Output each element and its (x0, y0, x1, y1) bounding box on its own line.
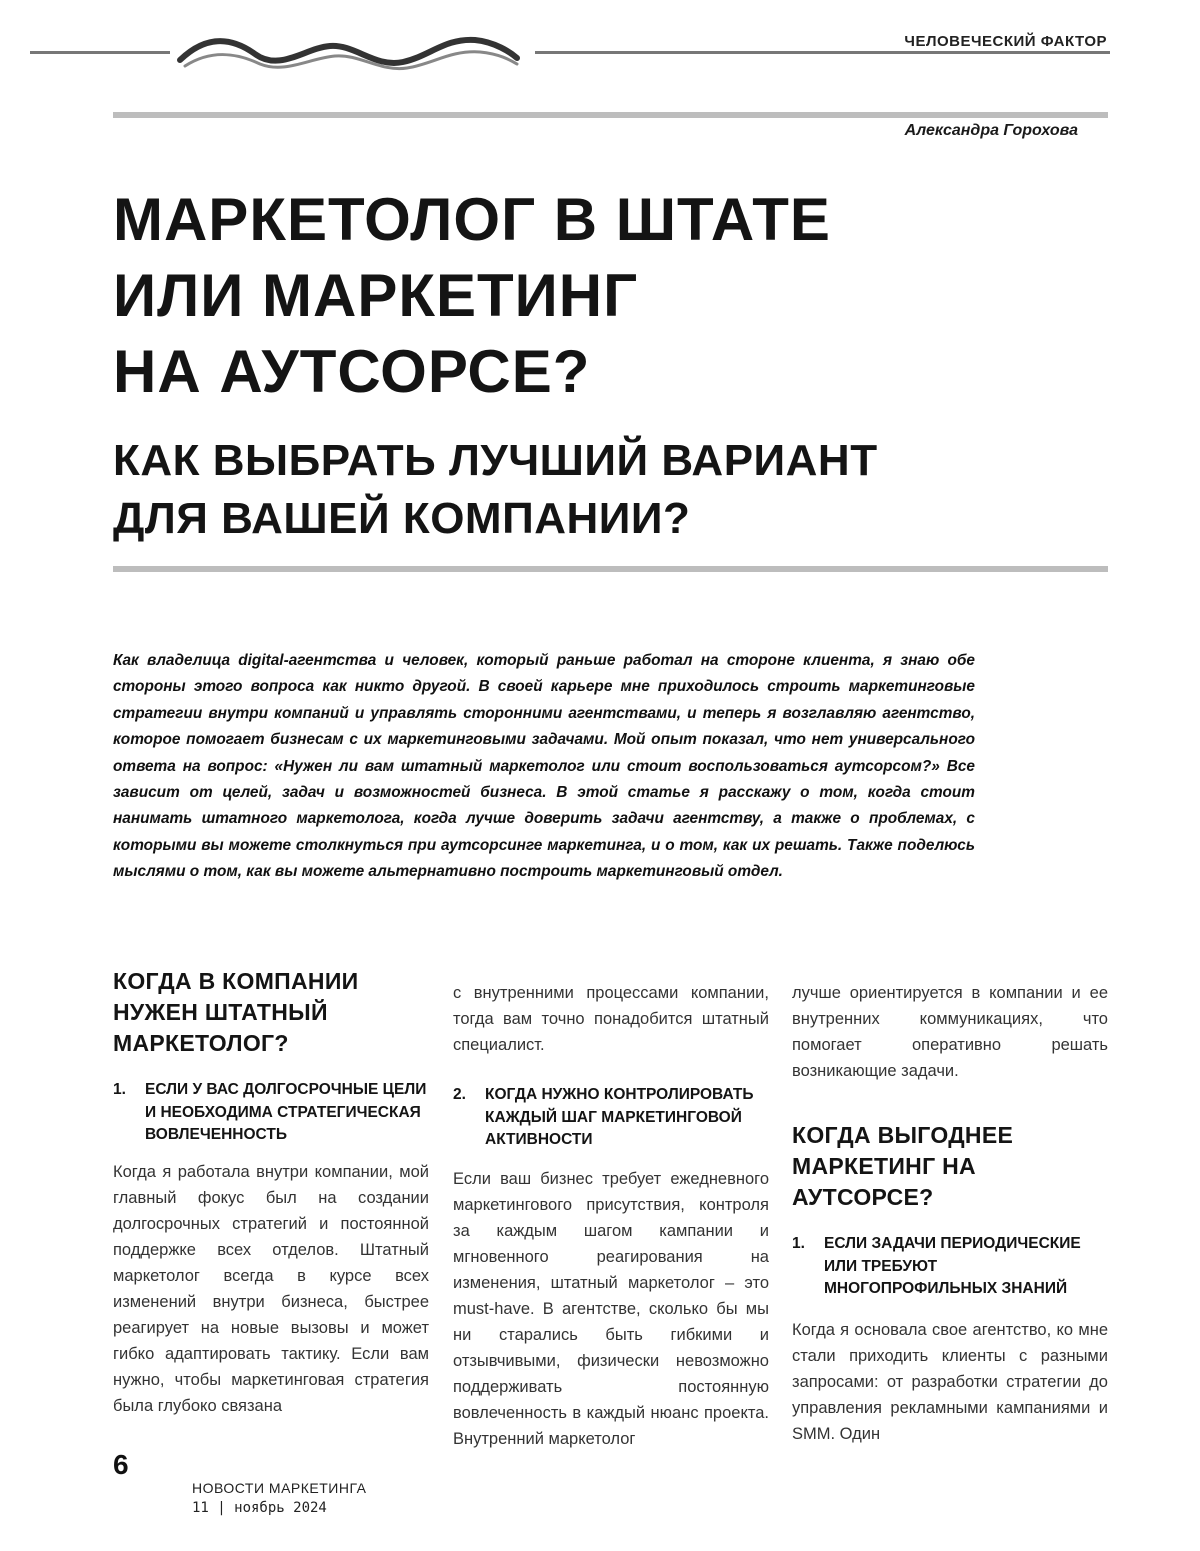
subheading-1 (113, 1079, 429, 1147)
subheading-number: 1. (113, 1081, 126, 1098)
section-title: ЧЕЛОВЕЧЕСКИЙ ФАКТОР (904, 33, 1107, 50)
column-2 (453, 980, 769, 1452)
header-line-left (30, 51, 170, 54)
column-3 (792, 980, 1108, 1447)
section-heading-inhouse: КОГДА В КОМПАНИИ НУЖЕН ШТАТНЫЙ МАРКЕТОЛОГ? (113, 968, 359, 1056)
issue-info: 11 | ноябрь 2024 (192, 1500, 327, 1516)
title-line: МАРКЕТОЛОГ В ШТАТЕ (113, 186, 831, 253)
subheading-text: ЕСЛИ У ВАС ДОЛГОСРОЧНЫЕ ЦЕЛИ И НЕОБХОДИМА СТРАТЕГИЧЕСКАЯ ВОВЛЕЧЕННОСТЬ (145, 1081, 427, 1143)
subtitle-line: ДЛЯ ВАШЕЙ КОМПАНИИ? (113, 494, 691, 543)
subheading-text: КОГДА НУЖНО КОНТРОЛИРОВАТЬ КАЖДЫЙ ШАГ МАРКЕТИНГОВОЙ АКТИВНОСТИ (485, 1086, 754, 1148)
subheading-number: 1. (792, 1235, 805, 1252)
body-paragraph: Если ваш бизнес требует ежедневного маркетингового присутствия, контроля за каждым шагом кампании и мгновенного реагирования на изменения, штатный маркетолог – это must-have. В агентстве, сколько бы мы ни старались быть гибкими и отзывчивыми, физически невозможно поддерживать постоянную вовлеченность в каждый нюанс проекта. Внутренний маркетолог (453, 1169, 769, 1448)
lead-paragraph: Как владелица digital-агентства и человек, который раньше работал на стороне клиента, я знаю обе стороны этого вопроса как никто другой. В своей карьере мне приходилось строить маркетинговые стратегии внутри компаний и управлять сторонними агентствами, и теперь я возглавляю агентство, которое помогает бизнесам с их маркетинговыми задачами. Мой опыт показал, что нет универсального ответа на вопрос: «Нужен ли вам штатный маркетолог или стоит воспользоваться аутсорсом?» Все зависит от целей, задач и возможностей бизнеса. В этой статье я расскажу о том, когда стоит нанимать штатного маркетолога, когда лучше доверить задачи агентству, а также о проблемах, с которыми вы можете столкнуться при аутсорсинге маркетинга, и о том, как их решать. Также поделюсь мыслями о том, как вы можете альтернативно построить маркетинговый отдел. (113, 652, 975, 881)
wave-ornament (175, 28, 520, 78)
title-line: ИЛИ МАРКЕТИНГ (113, 262, 639, 329)
subheading-number: 2. (453, 1086, 466, 1103)
title-line: НА АУТСОРСЕ? (113, 338, 591, 405)
column-1 (113, 966, 429, 1419)
body-paragraph: Когда я основала свое агентство, ко мне стали приходить клиенты с разными запросами: от разработки стратегии до управления рекламными кампаниями и SMM. Один (792, 1320, 1108, 1443)
subheading-outsource-1 (792, 1233, 1108, 1301)
body-paragraph: лучше ориентируется в компании и ее внутренних коммуникациях, что помогает оперативно решать возникающие задачи. (792, 984, 1108, 1080)
magazine-name: НОВОСТИ МАРКЕТИНГА (192, 1480, 367, 1496)
title-bottom-rule (113, 566, 1108, 572)
body-paragraph: Когда я работала внутри компании, мой главный фокус был на создании долгосрочных стратегий и постоянной поддержке всех отделов. Штатный маркетолог всегда в курсе всех изменений внутри бизнеса, быстрее реагирует на новые вызовы и может гибко адаптировать тактику. Если вам нужно, чтобы маркетинговая стратегия была глубоко связана (113, 1162, 429, 1415)
section-heading-outsource: КОГДА ВЫГОДНЕЕ МАРКЕТИНГ НА АУТСОРСЕ? (792, 1122, 1014, 1210)
subheading-2 (453, 1084, 769, 1152)
title-top-rule (113, 112, 1108, 118)
article-subtitle (113, 432, 1103, 548)
article-title (113, 182, 1103, 410)
header-line-right (535, 51, 1110, 54)
page-number: 6 (113, 1449, 129, 1480)
author-name: Александра Горохова (904, 122, 1078, 139)
subheading-text: ЕСЛИ ЗАДАЧИ ПЕРИОДИЧЕСКИЕ ИЛИ ТРЕБУЮТ МНОГОПРОФИЛЬНЫХ ЗНАНИЙ (824, 1235, 1081, 1297)
body-paragraph: с внутренними процессами компании, тогда вам точно понадобится штатный специалист. (453, 984, 769, 1054)
subtitle-line: КАК ВЫБРАТЬ ЛУЧШИЙ ВАРИАНТ (113, 436, 878, 485)
